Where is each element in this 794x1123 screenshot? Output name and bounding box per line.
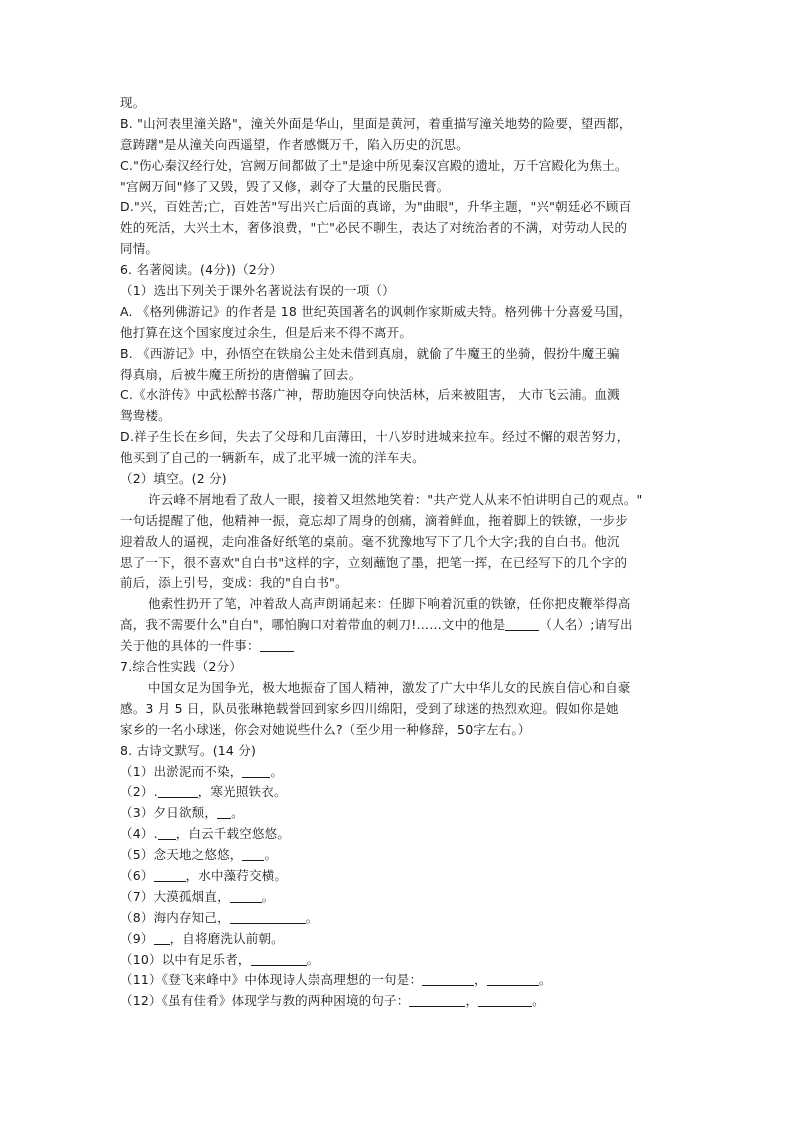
answer-blank[interactable] xyxy=(230,888,262,903)
question-5-options-and-6 xyxy=(120,93,680,490)
q8-11-sep: ， xyxy=(474,972,487,988)
passage-2-text: 高，我不需要什么"自白"，哪怕胸口对着带血的刺刀!……文中的他是 xyxy=(120,617,506,633)
text-line: "宫阙万间"修了又毁，毁了又修，剥夺了大量的民脂民膏。 xyxy=(120,178,450,194)
item-text-before: . xyxy=(153,784,158,800)
q8-12-blank-a[interactable] xyxy=(409,992,465,1007)
text-line: 他买到了自己的一辆新车，成了北平城一流的洋车夫。 xyxy=(120,450,425,466)
q8-11-end: 。 xyxy=(538,972,552,988)
question-8-item xyxy=(120,929,680,950)
item-text-after: 。 xyxy=(264,847,278,863)
text-line: D.祥子生长在乡间，失去了父母和几亩薄田，十八岁时进城来拉车。经过不懈的艰苦努力， xyxy=(120,429,630,445)
answer-blank[interactable] xyxy=(230,909,306,924)
question-8-item xyxy=(120,908,680,929)
question-8-item xyxy=(120,866,680,887)
question-7-line: 中国女足为国争光，极大地振奋了国人精神，激发了广大中华儿女的民族自信心和自豪 xyxy=(148,679,631,695)
passage-2-tail: （人名）;请写出 xyxy=(539,617,633,633)
item-text-after: 。 xyxy=(261,888,275,904)
answer-blank[interactable] xyxy=(251,951,307,966)
q8-11-blank-b[interactable] xyxy=(487,971,539,986)
text-line: 鸳鸯楼。 xyxy=(120,408,171,424)
text-line: 同情。 xyxy=(120,241,159,257)
event-answer-blank[interactable] xyxy=(260,637,294,652)
text-line: B. 《西游记》中，孙悟空在铁扇公主处未借到真扇，就偷了牛魔王的坐骑，假扮牛魔王骗 xyxy=(120,345,620,361)
passage-2 xyxy=(120,594,680,657)
item-text-after: 。 xyxy=(270,763,284,779)
passage-1-line: 一句话提醒了他，他精神一振，竟忘却了周身的创痛，滴着鲜血，拖着脚上的铁镣，一步步 xyxy=(120,512,629,528)
passage-2-line: 他索性扔开了笔，冲着敌人高声朗诵起来：任脚下响着沉重的铁镣，任你把皮鞭举得高 xyxy=(148,596,631,612)
text-line: 姓的死活，大兴土木，奢侈浪费，"亡"必民不聊生，表达了对统治者的不满，对劳动人民的 xyxy=(120,220,628,236)
document-page xyxy=(120,93,680,1012)
item-number: （5） xyxy=(120,847,154,863)
answer-blank[interactable] xyxy=(154,930,170,945)
passage-1-line: 前后，添上引号，变成：我的"自白书"。 xyxy=(120,575,348,591)
text-line: B. "山河表里潼关路"，潼关外面是华山，里面是黄河，着重描写潼关地势的险要，望西都， xyxy=(120,115,632,131)
passage-2-line xyxy=(120,636,680,657)
answer-blank[interactable] xyxy=(158,825,176,840)
q8-11-blank-a[interactable] xyxy=(422,971,474,986)
item-text-before: 念天地之悠悠， xyxy=(153,847,243,863)
passage-2-end: 关于他的具体的一件事： xyxy=(120,638,260,654)
answer-blank[interactable] xyxy=(242,846,264,861)
text-line: A. 《格列佛游记》的作者是 18 世纪英国著名的讽刺作家斯威夫特。格列佛十分喜爱马国， xyxy=(120,303,632,319)
item-text-before: 夕日欲颓， xyxy=(153,805,218,821)
q8-12-prefix: （12）《虽有佳肴》体现学与教的两种困境的句子： xyxy=(120,993,410,1009)
answer-blank[interactable] xyxy=(217,804,231,819)
item-text-after: ，自将磨洗认前朝。 xyxy=(169,930,284,946)
item-number: （3） xyxy=(120,805,154,821)
text-line: 6. 名著阅读。(4分))（2分） xyxy=(120,262,283,278)
item-text-after: ，水中藻荇交横。 xyxy=(185,867,288,883)
question-7-title: 7.综合性实践（2分） xyxy=(120,659,243,675)
item-text-before: . xyxy=(153,826,158,842)
text-line: C.《水浒传》中武松醉书落广神，帮助施因夺向快活林，后来被阻害， 大市飞云浦。血溅 xyxy=(120,387,620,403)
q8-11-prefix: （11）《登飞来峰中》中体现诗人崇高理想的一句是： xyxy=(120,972,423,988)
question-8-item-12 xyxy=(120,991,680,1012)
question-8-item xyxy=(120,782,680,803)
text-line: （1）选出下列关于课外名著说法有误的一项（） xyxy=(120,283,395,299)
text-line: C."伤心秦汉经行处，宫阙万间都做了土"是途中所见秦汉宫殿的遗址，万千宫殿化为焦土。 xyxy=(120,157,628,173)
item-number: （1） xyxy=(120,763,154,779)
text-line: D."兴，百姓苦;亡，百姓苦"写出兴亡后面的真谛，为"曲眼"，升华主题，"兴"朝廷必不顾百 xyxy=(120,199,632,215)
q8-12-end: 。 xyxy=(532,993,545,1009)
question-8-item xyxy=(120,950,680,971)
text-line: （2）填空。(2 分) xyxy=(120,471,227,487)
passage-1-line: 思了一下，很不喜欢"自白书"这样的字，立刻蘸饱了墨，把笔一挥，在已经写下的几个字的 xyxy=(120,554,628,570)
question-7-line: 家乡的一名小球迷，你会对她说些什么?（至少用一种修辞，50字左右。） xyxy=(120,721,531,737)
item-number: （10） xyxy=(120,951,162,967)
question-7-line: 感。3 月 5 日，队员张琳艳载誉回到家乡四川绵阳，受到了球迷的热烈欢迎。假如你是她 xyxy=(120,700,619,716)
passage-1 xyxy=(120,490,680,594)
item-number: （2） xyxy=(120,784,154,800)
question-8-item xyxy=(120,803,680,824)
item-text-before: 大漠孤烟直， xyxy=(153,888,230,904)
text-line: 现。 xyxy=(120,95,146,110)
item-number: （7） xyxy=(120,888,154,904)
question-8-item xyxy=(120,762,680,783)
item-number: （8） xyxy=(120,909,154,925)
text-line: 得真扇，后被牛魔王所扮的唐僧骗了回去。 xyxy=(120,366,362,382)
passage-2-line xyxy=(120,615,680,636)
question-8-item xyxy=(120,824,680,845)
item-text-before: 以中有足乐者， xyxy=(161,951,251,967)
item-text-before: 海内存知己， xyxy=(153,909,230,925)
item-text-after: 。 xyxy=(305,909,319,925)
text-line: 意踌躇"是从潼关向西遥望，作者感慨万千，陷入历史的沉思。 xyxy=(120,136,469,152)
answer-blank[interactable] xyxy=(158,783,198,798)
answer-blank[interactable] xyxy=(154,867,186,882)
item-text-after: 。 xyxy=(231,805,244,821)
item-number: （6） xyxy=(120,867,154,883)
question-8-item-11 xyxy=(120,970,680,991)
text-line: 他打算在这个国家度过余生，但是后来不得不离开。 xyxy=(120,324,413,340)
question-8-title: 8. 古诗文默写。(14 分) xyxy=(120,742,257,758)
item-text-after: ，寒光照铁衣。 xyxy=(197,784,287,800)
item-text-after: ，白云千载空悠悠。 xyxy=(175,826,291,842)
item-text-after: 。 xyxy=(306,951,320,967)
q8-12-sep: ， xyxy=(465,993,479,1009)
passage-1-line: 迎着敌人的逼视，走向准备好纸笔的桌前。毫不犹豫地写下了几个大字;我的自白书。他沉 xyxy=(120,533,620,549)
answer-blank[interactable] xyxy=(242,763,270,778)
question-8-item xyxy=(120,887,680,908)
name-answer-blank[interactable] xyxy=(505,616,539,631)
question-8-item xyxy=(120,845,680,866)
item-number: （9） xyxy=(120,930,154,946)
q8-12-blank-b[interactable] xyxy=(478,992,532,1007)
passage-1-line: 许云峰不屑地看了敌人一眼，接着又坦然地笑着："共产党人从来不怕讲明自己的观点。" xyxy=(148,491,643,507)
item-text-before: 出淤泥而不染， xyxy=(153,763,243,779)
item-number: （4） xyxy=(120,826,154,842)
question-8-items xyxy=(120,762,680,971)
